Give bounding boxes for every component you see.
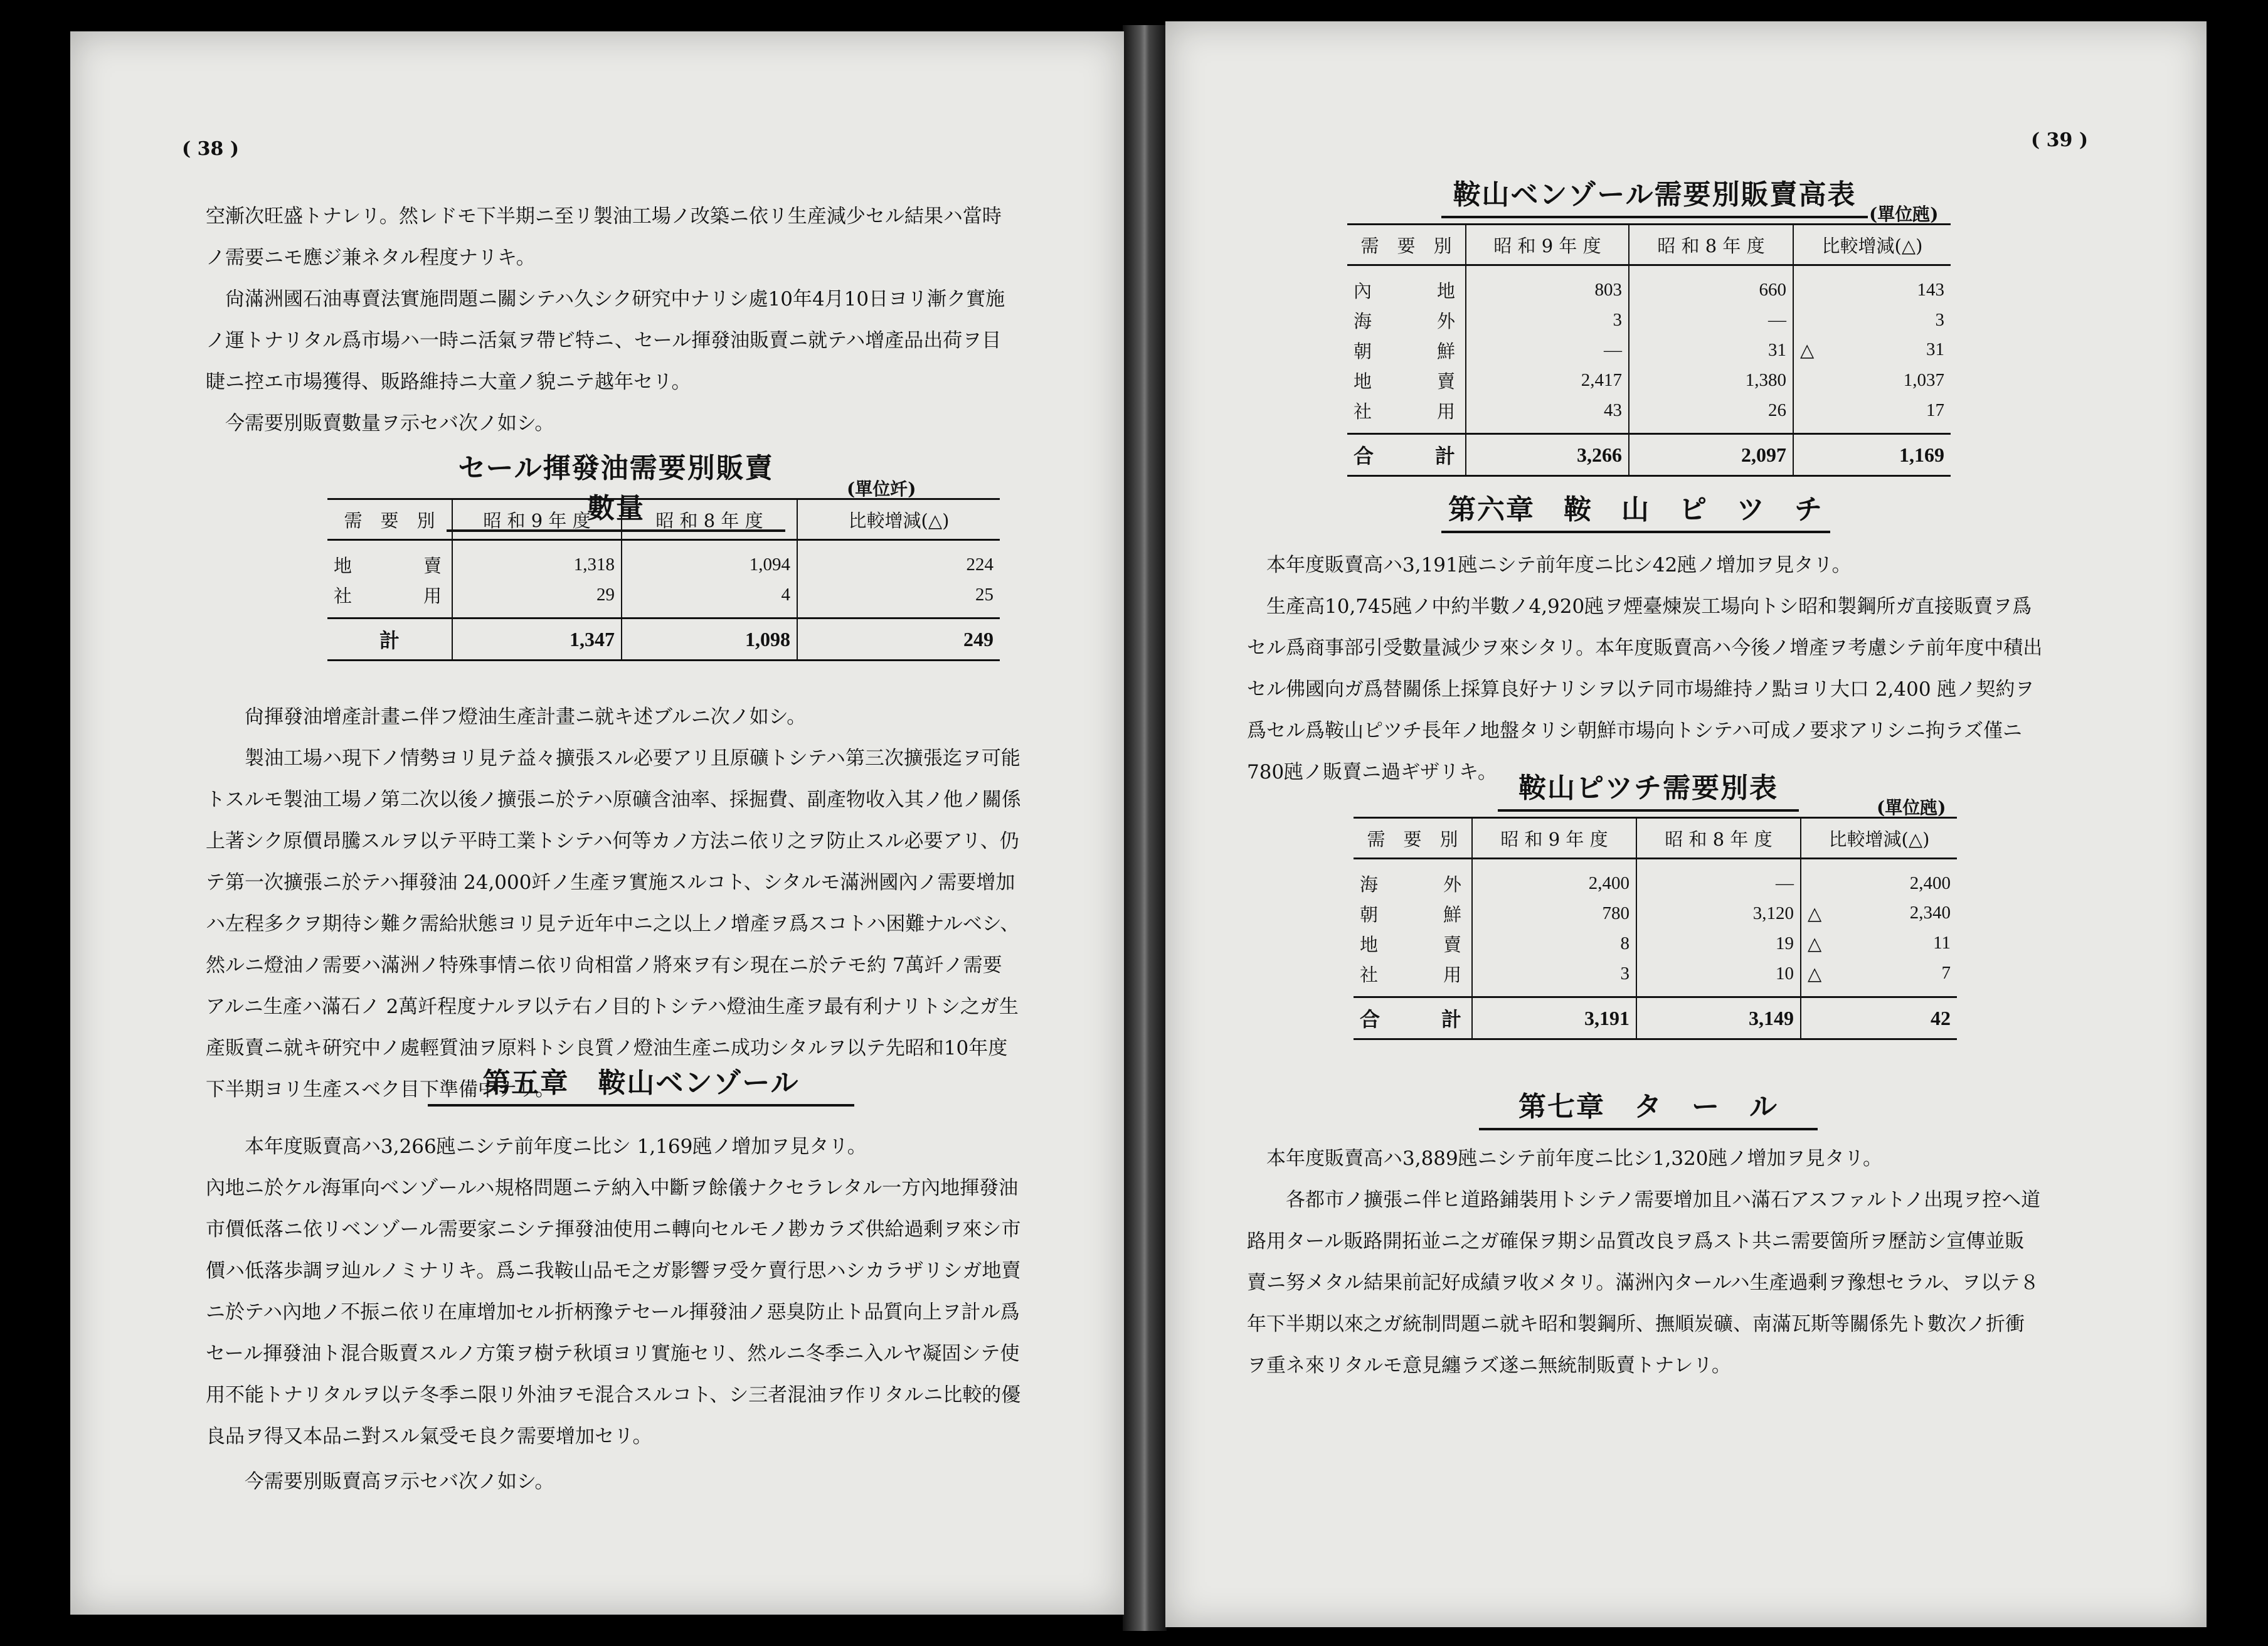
cell: 2,400 — [1472, 859, 1636, 899]
cell: 42 — [1801, 997, 1957, 1039]
row-label: 合 計 — [1354, 997, 1472, 1039]
cell: 1,169 — [1793, 434, 1951, 476]
column-header: 昭 和 9 年 度 — [1472, 818, 1636, 859]
paragraph: 本年度販賣高ハ3,889瓲ニシテ前年度ニ比シ1,320瓲ノ增加ヲ見タリ。 — [1266, 1147, 1882, 1170]
page-number-left: ( 38 ) — [182, 138, 240, 160]
cell: 3 — [1793, 305, 1951, 335]
row-label: 地 賣 — [334, 555, 445, 576]
cell: 4 — [622, 580, 797, 619]
table-row — [1347, 395, 1951, 434]
decrease-triangle-icon: △ — [1800, 340, 1815, 361]
cell: △ 2,340 — [1801, 898, 1957, 928]
table-total-row — [327, 619, 1000, 661]
cell: 3 — [1472, 958, 1636, 997]
table2-title: 鞍山ベンゾール需要別販賣高表 — [1441, 172, 1868, 212]
cell: △ 7 — [1801, 958, 1957, 997]
cell: 803 — [1466, 265, 1629, 305]
table2-unit: (單位瓲) — [1869, 204, 1939, 225]
table-row — [1347, 265, 1951, 305]
cell: 1,318 — [452, 540, 622, 580]
table-row — [1347, 305, 1951, 335]
table-row — [1354, 928, 1957, 958]
left-bottom-text — [206, 1126, 1021, 1502]
row-label: 地 賣 — [1360, 933, 1465, 955]
column-header: 比較增減(△) — [1793, 225, 1951, 265]
cell: 3 — [1466, 305, 1629, 335]
column-header: 需 要 別 — [327, 499, 452, 540]
cell: 3,149 — [1636, 997, 1801, 1039]
table3-title: 鞍山ピツチ需要別表 — [1498, 765, 1799, 805]
column-header: 比較增減(△) — [797, 499, 1000, 540]
cell: 2,097 — [1629, 434, 1793, 476]
cell: 10 — [1636, 958, 1801, 997]
column-header: 比較增減(△) — [1801, 818, 1957, 859]
table-row — [1354, 898, 1957, 928]
left-intro-text — [206, 196, 1015, 444]
row-label: 內 地 — [1354, 280, 1459, 302]
table-row — [1347, 335, 1951, 365]
paragraph: 尙滿洲國石油專賣法實施問題ニ關シテハ久シク研究中ナリシ處10年4月10日ヨリ漸ク實施ノ運トナリタル爲市場ハ一時ニ活氣ヲ帶ビ特ニ、セール揮發油販賣ニ就テハ增產品出荷ヲ目睫ニ控エ市場獲得、販路維持ニ大童ノ貌ニテ越年セリ。 — [206, 288, 1005, 393]
table1 — [327, 498, 1000, 661]
cell: 25 — [797, 580, 1000, 619]
table-total-row — [1347, 434, 1951, 476]
row-label: 社 用 — [1360, 964, 1465, 985]
cell: △ 11 — [1801, 928, 1957, 958]
page-number-right: ( 39 ) — [2031, 129, 2089, 151]
cell: 143 — [1793, 265, 1951, 305]
paragraph: 空漸次旺盛トナレリ。然レドモ下半期ニ至リ製油工場ノ改築ニ依リ生産減少セル結果ハ當時ノ需要ニモ應ジ兼ネタル程度ナリキ。 — [206, 205, 1002, 269]
row-label: 計 — [327, 619, 452, 661]
table-header-row — [1347, 225, 1951, 265]
paragraph: 今需要別販賣數量ヲ示セバ次ノ如シ。 — [225, 412, 554, 435]
cell: △ 31 — [1793, 335, 1951, 365]
cell: 31 — [1629, 335, 1793, 365]
table3-unit: (單位瓲) — [1877, 797, 1946, 818]
row-label: 朝 鮮 — [1360, 903, 1465, 925]
table-row — [327, 540, 1000, 580]
column-header: 需 要 別 — [1354, 818, 1472, 859]
table1-unit: (單位竏) — [847, 479, 916, 499]
paragraph: 本年度販賣高ハ3,266瓲ニシテ前年度ニ比シ 1,169瓲ノ增加ヲ見タリ。 — [245, 1135, 867, 1158]
cell: — — [1636, 859, 1801, 899]
chapter7-text — [1247, 1138, 2043, 1386]
left-page — [70, 31, 1124, 1615]
paragraph: 內地ニ於ケル海軍向ベンゾールハ規格問題ニテ納入中斷ヲ餘儀ナクセラレタル一方內地揮發油市價低落ニ依リベンゾール需要家ニシテ揮發油使用ニ轉向セルモノ尠カラズ供給過剩ヲ來シ市價ハ低落歩調ヲ辿ルノミナリキ。爲ニ我鞍山品モ之ガ影響ヲ受ケ賣行思ハシカラザリシガ地賣ニ於テハ內地ノ不振ニ依リ在庫增加セル折柄豫テセール揮發油ノ惡臭防止ト品質向上ヲ計ル爲セール揮發油ト混合販賣スルノ方策ヲ樹テ秋頃ヨリ實施セリ、然ルニ冬季ニ入ルヤ凝固シテ使用不能トナリタルヲ以テ冬季ニ限リ外油ヲモ混合スルコト、シ三者混油ヲ作リタルニ比較的優良品ヲ得又本品ニ對スル氣受モ良ク需要增加セリ。 — [206, 1177, 1021, 1448]
cell: — — [1629, 305, 1793, 335]
table-header-row — [327, 499, 1000, 540]
cell: 1,094 — [622, 540, 797, 580]
right-page — [1165, 21, 2207, 1627]
chapter6-heading: 第六章 鞍 山 ピ ツ チ — [1441, 487, 1830, 527]
paragraph: 製油工場ハ現下ノ情勢ヨリ見テ益々擴張スル必要アリ且原礦トシテハ第三次擴張迄ヲ可能トスルモ製油工場ノ第二次以後ノ擴張ニ於テハ原礦含油率、採掘費、副產物收入其ノ他ノ關係上著シク原價昂騰スルヲ以テ平時工業トシテハ何等カノ方法ニ依リ之ヲ防止スル必要アリ、仍テ第一次擴張ニ於テハ揮發油 24,000竏ノ生產ヲ實施スルコト、シタルモ滿洲國內ノ需要增加ハ左程多クヲ期待シ難ク需給狀態ヨリ見テ近年中ニ之以上ノ增產ヲ爲スコトハ困難ナルベシ、然ルニ燈油ノ需要ハ滿洲ノ特殊事情ニ依リ尙相當ノ將來ヲ有シ現在ニ於テモ約 7萬竏ノ需要アルニ生產ハ滿石ノ 2萬竏程度ナルヲ以テ右ノ目的トシテハ燈油生產ヲ最有利ナリトシ之ガ生產販賣ニ就キ硏究中ノ處輕質油ヲ原料トシ良質ノ燈油生產ニ成功シタルヲ以テ先昭和10年度下半期ヨリ生產スベク目下準備中ナリ。 — [206, 747, 1021, 1101]
column-header: 昭 和 9 年 度 — [1466, 225, 1629, 265]
row-label: 地 賣 — [1354, 370, 1459, 392]
book-gutter — [1123, 25, 1167, 1631]
paragraph: 今需要別販賣高ヲ示セバ次ノ如シ。 — [245, 1470, 554, 1493]
cell: 17 — [1793, 395, 1951, 434]
column-header: 昭 和 8 年 度 — [622, 499, 797, 540]
column-header: 昭 和 8 年 度 — [1629, 225, 1793, 265]
paragraph: 生產高10,745瓲ノ中約半數ノ4,920瓲ヲ煙臺煉炭工場向トシ昭和製鋼所ガ直接販賣ヲ爲セル爲商事部引受數量減少ヲ來シタリ。本年度販賣高ハ今後ノ增產ヲ考慮シテ前年度中積出セル佛國向ガ爲替關係上採算良好ナリシヲ以テ同市場維持ノ點ヨリ大口 2,400 瓲ノ契約ヲ爲セル爲鞍山ピツチ長年ノ地盤タリシ朝鮮市場向トシテハ可成ノ要求アリシニ拘ラズ僅ニ 780瓲ノ販賣ニ過ギザリキ。 — [1247, 595, 2043, 783]
paragraph: 本年度販賣高ハ3,191瓲ニシテ前年度ニ比シ42瓲ノ增加ヲ見タリ。 — [1266, 554, 1852, 576]
cell: 1,037 — [1793, 365, 1951, 395]
table1-title: セール揮發油需要別販賣數量 — [447, 445, 785, 526]
chapter7-heading: 第七章 タ ー ル — [1479, 1084, 1818, 1124]
table-total-row — [1354, 997, 1957, 1039]
table-row — [327, 580, 1000, 619]
row-label: 朝 鮮 — [1354, 340, 1459, 362]
paragraph: 各都市ノ擴張ニ伴ヒ道路鋪裝用トシテノ需要增加且ハ滿石アスファルトノ出現ヲ控ヘ道路用タール販路開拓並ニ之ガ確保ヲ期シ品質改良ヲ爲スト共ニ需要箇所ヲ歷訪シ宣傳並販賣ニ努メタル結果前記好成績ヲ收メタリ。滿洲內タールハ生產過剩ヲ豫想セラル、ヲ以テ８年下半期以來之ガ統制問題ニ就キ昭和製鋼所、撫順炭礦、南滿瓦斯等關係先ト數次ノ折衝ヲ重ネ來リタルモ意見纏ラズ遂ニ無統制販賣トナレリ。 — [1247, 1189, 2041, 1377]
column-header: 需 要 別 — [1347, 225, 1466, 265]
row-label: 社 用 — [334, 585, 445, 607]
cell: 19 — [1636, 928, 1801, 958]
cell: 1,098 — [622, 619, 797, 661]
table-row — [1354, 859, 1957, 899]
chapter5-heading: 第五章 鞍山ベンゾール — [428, 1060, 854, 1100]
table2 — [1347, 223, 1951, 477]
cell: 3,120 — [1636, 898, 1801, 928]
cell: 3,266 — [1466, 434, 1629, 476]
cell: 1,380 — [1629, 365, 1793, 395]
cell: 224 — [797, 540, 1000, 580]
cell: 2,400 — [1801, 859, 1957, 899]
cell: 249 — [797, 619, 1000, 661]
cell: 26 — [1629, 395, 1793, 434]
table-row — [1354, 958, 1957, 997]
cell: 43 — [1466, 395, 1629, 434]
row-label: 社 用 — [1354, 400, 1459, 422]
cell: 8 — [1472, 928, 1636, 958]
table-row — [1347, 365, 1951, 395]
row-label: 合 計 — [1347, 434, 1466, 476]
cell: 1,347 — [452, 619, 622, 661]
column-header: 昭 和 9 年 度 — [452, 499, 622, 540]
cell: 3,191 — [1472, 997, 1636, 1039]
cell: 29 — [452, 580, 622, 619]
table3 — [1354, 817, 1957, 1040]
row-label: 海 外 — [1360, 873, 1465, 895]
paragraph: 尙揮發油增產計畫ニ伴フ燈油生產計畫ニ就キ述ブルニ次ノ如シ。 — [245, 706, 807, 728]
left-mid-text — [206, 696, 1021, 1110]
cell: 2,417 — [1466, 365, 1629, 395]
decrease-triangle-icon: △ — [1808, 903, 1822, 924]
cell: — — [1466, 335, 1629, 365]
chapter6-text — [1247, 544, 2043, 793]
cell: 780 — [1472, 898, 1636, 928]
table-header-row — [1354, 818, 1957, 859]
column-header: 昭 和 8 年 度 — [1636, 818, 1801, 859]
row-label: 海 外 — [1354, 310, 1459, 332]
decrease-triangle-icon: △ — [1808, 964, 1822, 984]
decrease-triangle-icon: △ — [1808, 933, 1822, 954]
cell: 660 — [1629, 265, 1793, 305]
